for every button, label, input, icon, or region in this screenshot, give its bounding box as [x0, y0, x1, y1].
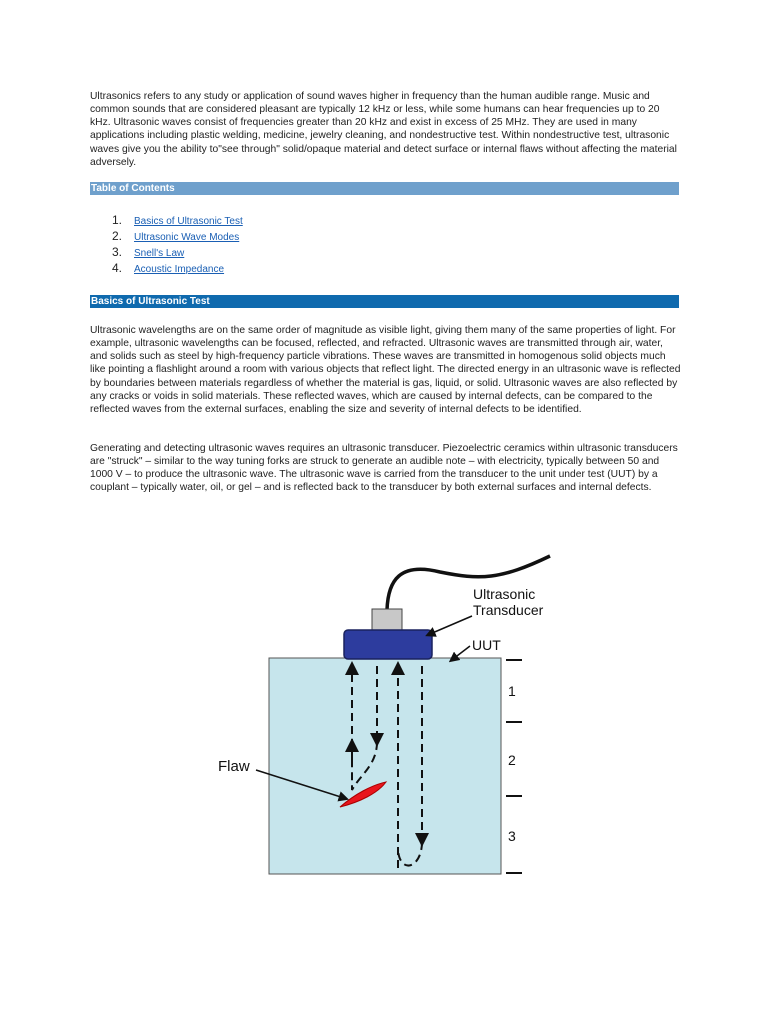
transducer-body: [344, 630, 432, 659]
basics-paragraph-2: Generating and detecting ultrasonic waves requires an ultrasonic transducer. Piezoelectric ceramics within ultrasonic transducers are "struck" – similar to the way tuning forks are struck to generate an audible note – with electricity, typically between 50 and 1000 V – to produce the ultrasonic wave. The ultrasonic wave is carried from the transducer to the unit under test (UUT) by a couplant – typically water, oil, or gel – and is reflected back to the transducer by both external surfaces and internal defects.: [90, 443, 678, 494]
toc-item-number: 3.: [112, 245, 123, 259]
basics-section-header: Basics of Ultrasonic Test: [90, 295, 679, 308]
toc-header: Table of Contents: [90, 182, 679, 195]
transducer-leader: [430, 616, 472, 634]
toc-item: [112, 212, 243, 228]
ultrasonic-test-diagram: [200, 550, 570, 880]
flaw-label: Flaw: [218, 758, 250, 775]
toc-item-number: 1.: [112, 213, 123, 227]
transducer-label: [473, 586, 543, 618]
basics-paragraph-1: Ultrasonic wavelengths are on the same order of magnitude as visible light, giving them many of the same properties of light. For example, ultrasonic wavelengths can be focused, reflected, and refracted. Ultrasonic waves are transmitted through air, water, and solids such as steel by high-frequency particle vibrations. These waves are transmitted in homogenous solid objects much like pointing a flashlight around a room with various objects that reflect light. The directed energy in an ultrasonic wave is reflected by boundaries between materials regardless of whether the material is gas, liquid, or solid. Ultrasonic waves are also reflected by any cracks or voids in solid materials. These reflected waves, which are caused by internal defects, can be compared to the reflected waves from the external surfaces, enabling the size and severity of internal defects to be identified.: [90, 325, 681, 415]
toc-item-number: 2.: [112, 229, 123, 243]
toc-link-wave-modes[interactable]: Ultrasonic Wave Modes: [134, 232, 240, 243]
toc-link-snells-law[interactable]: Snell's Law: [134, 248, 185, 259]
toc-item: [112, 260, 243, 276]
transducer-label-line2: Transducer: [473, 602, 544, 618]
toc-link-basics[interactable]: Basics of Ultrasonic Test: [134, 216, 243, 227]
toc-item: [112, 244, 243, 260]
transducer-connector: [372, 609, 402, 631]
zone-label-2: 2: [508, 752, 516, 768]
uut-block: [269, 658, 501, 874]
transducer-label-line1: Ultrasonic: [473, 586, 536, 602]
uut-leader: [453, 646, 470, 659]
table-of-contents: [112, 212, 243, 276]
intro-paragraph: Ultrasonics refers to any study or application of sound waves higher in frequency than the human audible range. Music and common sounds that are considered pleasant are typically 12 kHz or less, while some humans can hear frequencies up to 20 kHz. Ultrasonic waves consist of frequencies greater than 20 kHz and exist in excess of 25 MHz. They are used in many applications including plastic welding, medicine, jewelry cleaning, and nondestructive test. Within nondestructive test, ultrasonic waves give you the ability to"see through" solid/opaque material and detect surface or internal flaws without affecting the material adversely.: [90, 91, 677, 168]
zone-label-3: 3: [508, 828, 516, 844]
toc-link-acoustic-impedance[interactable]: Acoustic Impedance: [134, 264, 225, 275]
toc-item-number: 4.: [112, 261, 123, 275]
zone-label-1: 1: [508, 683, 516, 699]
uut-label: UUT: [472, 637, 501, 653]
toc-item: [112, 228, 243, 244]
